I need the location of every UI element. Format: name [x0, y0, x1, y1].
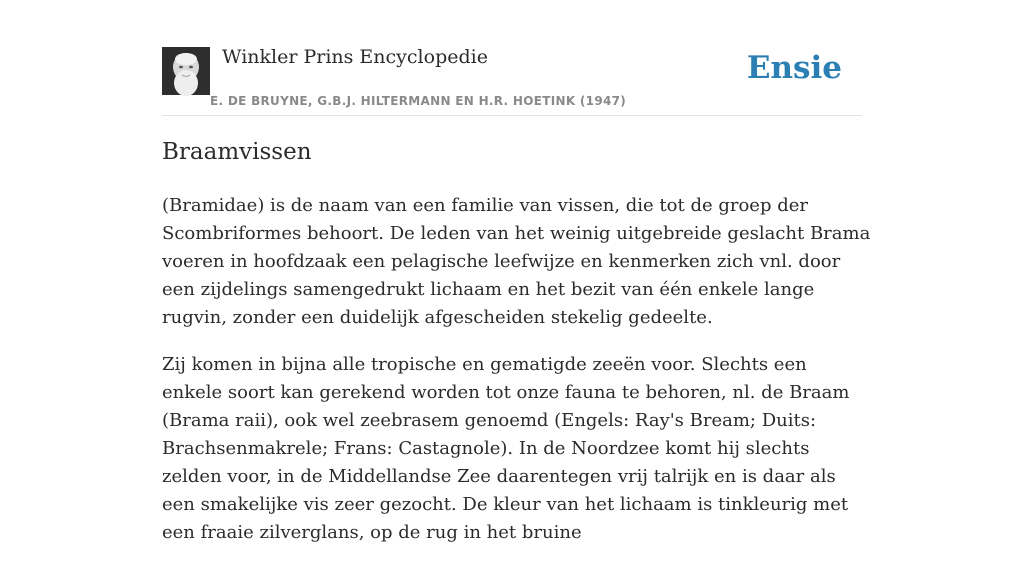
article-body [162, 192, 872, 566]
source-authors: E. DE BRUYNE, G.B.J. HILTERMANN EN H.R. HOETINK (1947) [210, 94, 627, 108]
article-paragraph: (Bramidae) is de naam van een familie van vissen, die tot de groep der Scombriformes behoort. De leden van het weinig uitgebreide geslacht Brama voeren in hoofdzaak een pelagische leefwijze en kenmerken zich vnl. door een zijdelings samengedrukt lichaam en het bezit van één enkele lange rugvin, zonder een duidelijk afgescheiden stekelig gedeelte. [162, 195, 871, 328]
brand-logo[interactable]: Ensie [746, 50, 842, 86]
article-title: Braamvissen [162, 139, 312, 165]
article-paragraph: Zij komen in bijna alle tropische en gematigde zeeën voor. Slechts een enkele soort kan gerekend worden tot onze fauna te behoren, nl. de Braam (Brama raii), ook wel zeebrasem genoemd (Engels: Ray's Bream; Duits: Brachsenmakrele; Frans: Castagnole). In de Noordzee komt hij slechts zelden voor, in de Middellandse Zee daarentegen vrij talrijk en is daar als een smakelijke vis zeer gezocht. De kleur van het lichaam is tinkleurig met een fraaie zilverglans, op de rug in het bruine [162, 354, 850, 543]
author-portrait-icon [162, 47, 210, 95]
header-divider [162, 115, 862, 116]
source-title[interactable]: Winkler Prins Encyclopedie [222, 46, 488, 68]
